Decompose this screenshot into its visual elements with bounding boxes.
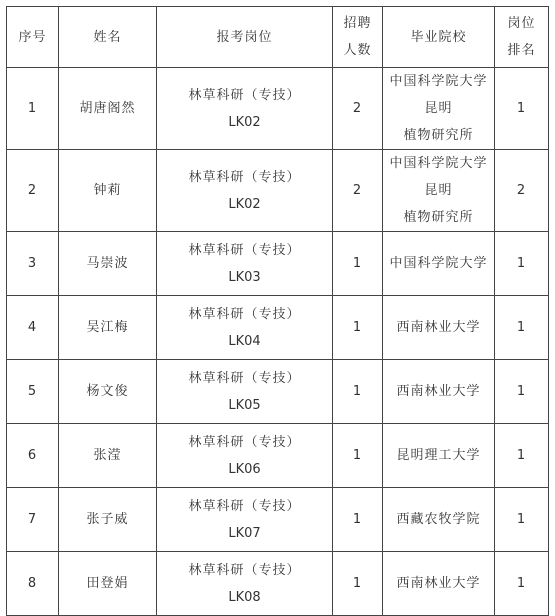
cell-name: 吴江梅 [59,296,157,360]
cell-post-title: 林草科研（专技） [188,434,301,450]
cell-school [383,232,495,296]
results-table-container [6,6,549,616]
cell-no: 1 [7,68,59,150]
cell-post [157,488,333,552]
header-post: 报考岗位 [157,7,333,68]
cell-school [383,296,495,360]
cell-school [383,68,495,150]
table-row [7,360,549,424]
cell-school-line2: 植物研究所 [403,210,474,225]
cell-school-line1: 西藏农牧学院 [396,512,481,527]
cell-rank: 1 [495,232,549,296]
cell-school [383,424,495,488]
header-count-line2: 人数 [343,43,372,58]
table-row [7,552,549,616]
cell-count: 1 [333,296,383,360]
header-count-line1: 招聘 [343,16,372,31]
header-no: 序号 [7,7,59,68]
cell-school [383,552,495,616]
cell-post-code: LK02 [228,114,261,130]
cell-school-line1: 西南林业大学 [396,576,481,591]
cell-name: 胡唐阁然 [59,68,157,150]
cell-post-title: 林草科研（专技） [188,562,301,578]
cell-no: 8 [7,552,59,616]
cell-rank: 1 [495,488,549,552]
cell-post-code: LK02 [228,196,261,212]
cell-post [157,150,333,232]
cell-post-title: 林草科研（专技） [188,242,301,258]
cell-rank: 1 [495,552,549,616]
table-row [7,68,549,150]
cell-count: 2 [333,68,383,150]
table-row [7,488,549,552]
cell-post [157,296,333,360]
cell-name: 杨文俊 [59,360,157,424]
cell-no: 5 [7,360,59,424]
cell-post [157,232,333,296]
cell-no: 3 [7,232,59,296]
cell-name: 张滢 [59,424,157,488]
cell-post-title: 林草科研（专技） [188,498,301,514]
cell-count: 2 [333,150,383,232]
header-school: 毕业院校 [383,7,495,68]
cell-post-code: LK03 [228,269,261,285]
table-body [7,68,549,616]
cell-no: 4 [7,296,59,360]
cell-no: 6 [7,424,59,488]
header-count [333,7,383,68]
results-table [6,6,549,616]
table-row [7,296,549,360]
header-rank-line1: 岗位 [507,16,536,31]
table-row [7,150,549,232]
cell-no: 2 [7,150,59,232]
cell-count: 1 [333,232,383,296]
cell-name: 钟莉 [59,150,157,232]
table-row [7,232,549,296]
cell-name: 田登娟 [59,552,157,616]
cell-rank: 1 [495,68,549,150]
header-rank-line2: 排名 [507,43,536,58]
table-row [7,424,549,488]
cell-name: 马崇波 [59,232,157,296]
cell-post-code: LK04 [228,333,261,349]
cell-post [157,552,333,616]
cell-school-line2: 植物研究所 [403,128,474,143]
cell-rank: 1 [495,296,549,360]
cell-post [157,424,333,488]
cell-school [383,488,495,552]
cell-post-code: LK05 [228,397,261,413]
header-rank [495,7,549,68]
cell-count: 1 [333,360,383,424]
cell-name: 张子威 [59,488,157,552]
header-name: 姓名 [59,7,157,68]
cell-school-line1: 中国科学院大学昆明 [389,74,488,116]
cell-post-title: 林草科研（专技） [188,306,301,322]
cell-school-line1: 昆明理工大学 [396,448,481,463]
cell-count: 1 [333,424,383,488]
cell-rank: 1 [495,424,549,488]
cell-school-line1: 中国科学院大学 [389,256,488,271]
cell-post-code: LK06 [228,461,261,477]
header-row [7,7,549,68]
cell-post-title: 林草科研（专技） [188,169,301,185]
cell-school [383,360,495,424]
cell-post-code: LK07 [228,525,261,541]
cell-rank: 2 [495,150,549,232]
cell-count: 1 [333,488,383,552]
cell-post-title: 林草科研（专技） [188,87,301,103]
cell-post [157,68,333,150]
cell-no: 7 [7,488,59,552]
cell-school [383,150,495,232]
cell-count: 1 [333,552,383,616]
cell-post-code: LK08 [228,589,261,605]
cell-school-line1: 西南林业大学 [396,320,481,335]
cell-school-line1: 西南林业大学 [396,384,481,399]
cell-post-title: 林草科研（专技） [188,370,301,386]
cell-rank: 1 [495,360,549,424]
cell-school-line1: 中国科学院大学昆明 [389,156,488,198]
cell-post [157,360,333,424]
